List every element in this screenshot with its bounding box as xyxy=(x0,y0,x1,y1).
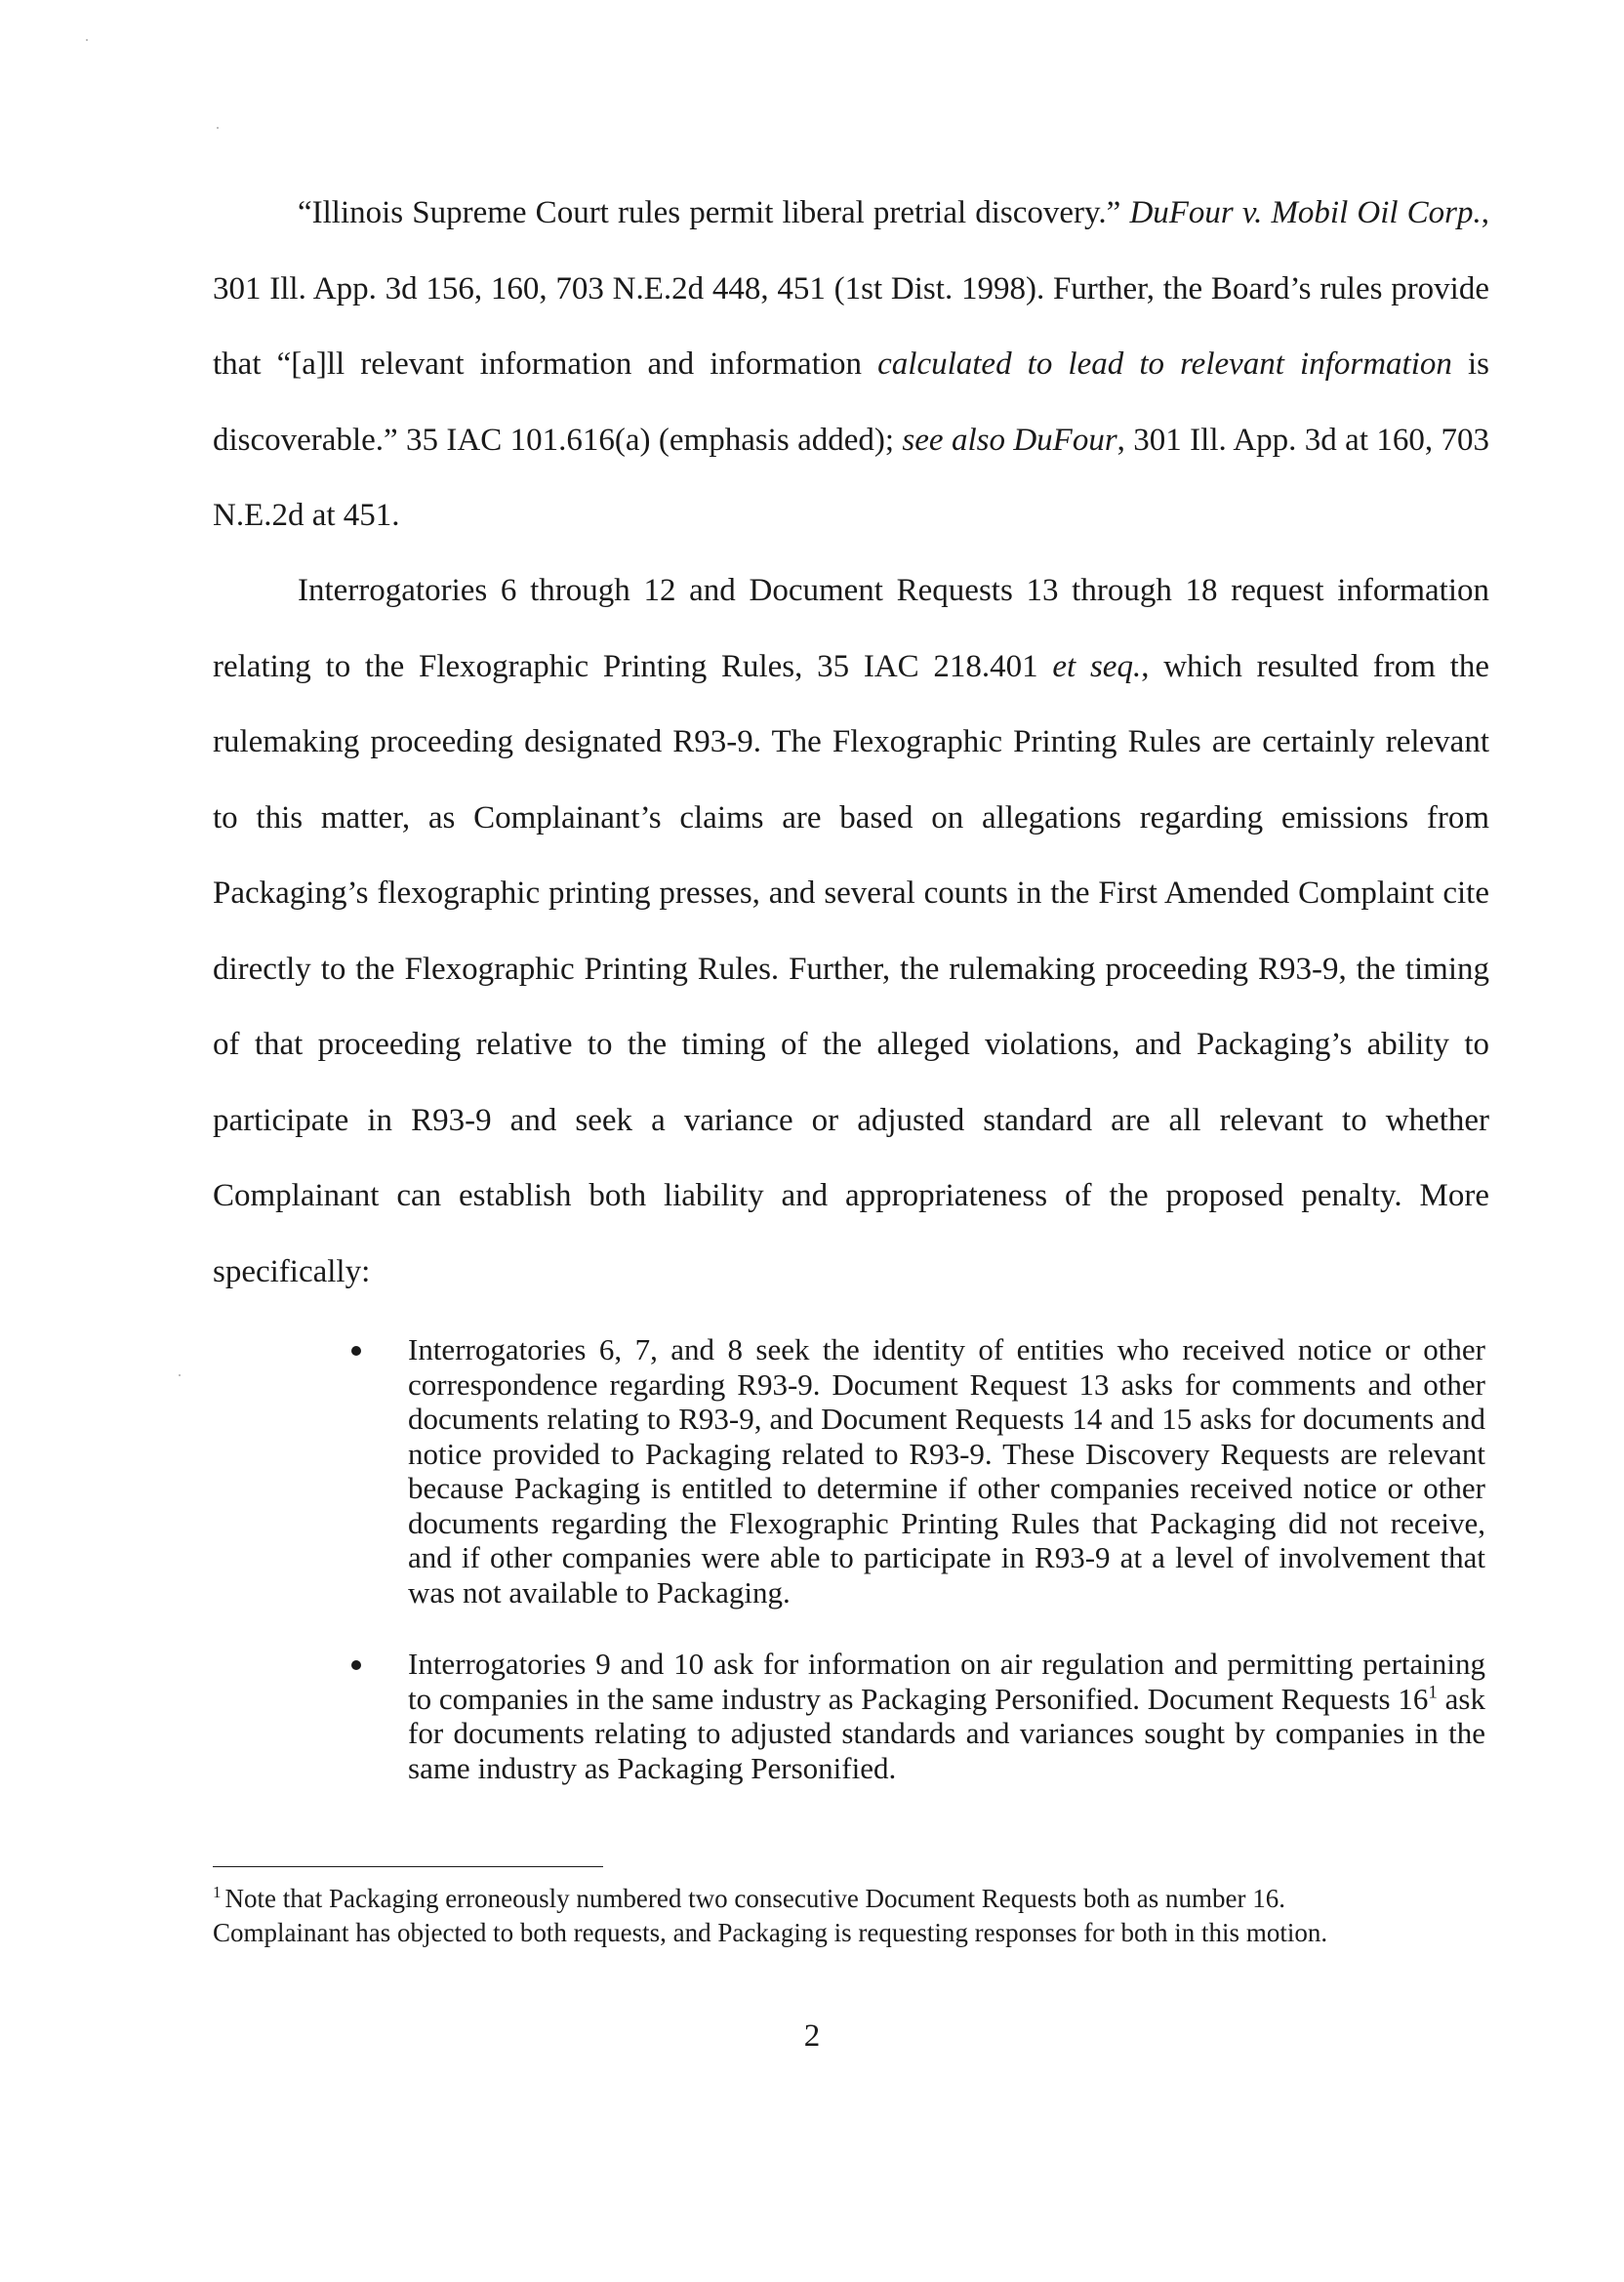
page-number: 2 xyxy=(803,2018,821,2054)
quote-text: “Illinois Supreme Court rules permit liberal pretrial discovery.” xyxy=(298,195,1121,230)
footnote-marker: 1 xyxy=(213,1883,222,1901)
citation-end: , 301 Ill. App. 3d at 160, 703 N.E.2d at 451. xyxy=(213,422,1490,533)
citation-continued: is discoverable.” 35 IAC 101.616(a) (emphasis added); xyxy=(213,346,1490,458)
scan-speck xyxy=(217,127,219,129)
paragraph-text-continued: , which resulted from the rulemaking proceeding designated R93-9. The Flexographic Printing Rules are certainly relevant to this matter, as Complainant’s claims are based on allegations regarding emissions from Packaging’s flexographic printing presses, and several counts in the First Amended Complaint cite directly to the Flexographic Printing Rules. Further, the rulemaking proceeding R93-9, the timing of that proceeding relative to the timing of the alleged violations, and Packaging’s ability to participate in R93-9 and seek a variance or adjusted standard are all relevant to whether Complainant can establish both liability and appropriateness of the proposed penalty. More specifically: xyxy=(213,648,1489,1289)
see-also-signal: see also DuFour xyxy=(902,422,1117,458)
et-seq: et seq. xyxy=(1052,648,1142,684)
bullet-text: Interrogatories 6, 7, and 8 seek the identity of entities who received notice or other correspondence regarding R93-9. Document Request 13 asks for comments and other documents relating to R93-9, and Document Requests 14 and 15 asks for documents and notice provided to Packaging related to R93-9. These Discovery Requests are relevant because Packaging is entitled to determine if other companies received notice or other documents regarding the Flexographic Printing Rules that Packaging did not receive, and if other companies were able to participate in R93-9 at a level of involvement that was not available to Packaging. xyxy=(408,1332,1485,1610)
footnote-reference: 1 xyxy=(1428,1682,1438,1703)
footnote-line-2: Complainant has objected to both requests, and Packaging is requesting responses for both in this motion. xyxy=(213,1918,1328,1947)
body-paragraph-1 xyxy=(213,176,1489,554)
scan-speck xyxy=(86,39,88,41)
citation-text: , 301 Ill. App. 3d 156, 160, 703 N.E.2d 448, 451 (1st Dist. 1998). Further, the Board’s rules provide that “[a]ll relevant information and information xyxy=(213,195,1490,382)
emphasized-text: calculated to lead to relevant information xyxy=(877,346,1452,382)
scan-speck xyxy=(179,1374,181,1376)
bullet-item-1 xyxy=(408,1332,1485,1610)
bullet-item-2 xyxy=(408,1647,1485,1785)
bullet-list xyxy=(408,1332,1485,1822)
footnote-line-1: Note that Packaging erroneously numbered two consecutive Document Requests both as number 16. xyxy=(224,1884,1285,1913)
bullet-icon xyxy=(351,1346,361,1356)
bullet-text: Interrogatories 9 and 10 ask for information on air regulation and permitting pertaining to companies in the same industry as Packaging Personified. Document Requests 16 xyxy=(408,1647,1485,1716)
bullet-icon xyxy=(351,1660,361,1670)
bullet-text-continued: ask for documents relating to adjusted standards and variances sought by companies in the same industry as Packaging Personified. xyxy=(408,1681,1485,1785)
paragraph-text: Interrogatories 6 through 12 and Document Requests 13 through 18 request information relating to the Flexographic Printing Rules, 35 IAC 218.401 xyxy=(213,573,1489,684)
body-paragraph-2 xyxy=(213,553,1489,1310)
footnote-divider xyxy=(213,1866,603,1867)
case-name: DuFour v. Mobil Oil Corp. xyxy=(1129,195,1482,230)
footnote xyxy=(213,1882,1501,1950)
